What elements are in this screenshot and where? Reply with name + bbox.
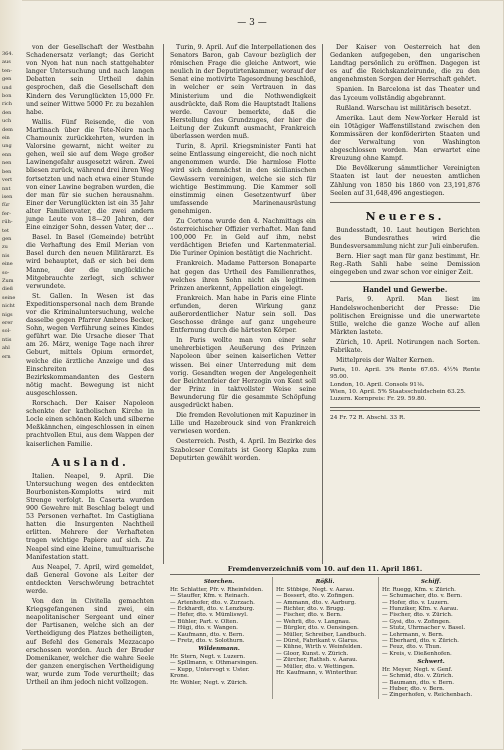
guest-entry: — Fretz, dto. v. Solothurn.	[170, 638, 245, 645]
margin-fragment: seine	[2, 294, 16, 301]
article-paragraph: Rorschach. Der Kaiser Napoleon schenkte der katholischen Kirche in Locle einen schönen Kelch und silberne Meßkännchen, eingeschlossen in einen prachtvollen Etui, aus dem Wappen der kaiserlichen Familie.	[26, 400, 154, 448]
margin-fragment: ben	[2, 168, 12, 175]
price-row: Luzern. Kornpreis: Fr. 29. 59.80.	[330, 396, 427, 402]
margin-fragment: und	[2, 84, 12, 91]
article-paragraph: Oesterreich. Pesth, 4. April. Im Bezirke des Szabolcser Comitats ist Georg Klapka zum Deputirten gewählt worden.	[170, 438, 316, 462]
margin-fragment: Zum	[2, 277, 14, 284]
column-2	[170, 44, 316, 564]
article-paragraph: Italien. Neapel, 9. April. Die Untersuchung wegen des entdeckten Bourbonisten-Komplotts wird mit Strenge verfolgt. In Caserta wurden 900 Gewehre mit Beschlag belegt und 53 Personen verhaftet. Im Castigliana hatten die Insurgenten Nachtheil erlitten. Mehrere der Verhafteten tragen wichtige Papiere auf sich. Zu Neapel sind eine kleine, tumultuarische Manifestation statt.	[26, 472, 154, 561]
article-paragraph: Der Kaiser von Oesterreich hat den Gedanken aufgegeben, den ungarischen Landtag persönlich zu eröffnen. Dagegen ist es auf die Reichskanzleirunde, die zu den angenehmsten Sorgen der Herrschaft gehört.	[330, 44, 480, 84]
margin-fragment: ein	[2, 135, 10, 142]
column-3-prices	[330, 367, 480, 403]
margin-fragment: 364.	[2, 51, 14, 57]
margin-fragment: gen	[2, 76, 12, 83]
column-3-news	[330, 227, 480, 278]
guest-entry: — Wehrli, dto. v. Langnau.	[276, 618, 351, 625]
margin-fragment: tet	[2, 227, 9, 234]
margin-fragment: rüh-	[2, 219, 13, 226]
article-paragraph: von der Gesellschaft der Westbahn Schadenersatz verlangt; das Gericht von Nyon hat nun nach stattgehabter langer Untersuchung und nach langen Debatten sein Urtheil dahin gesprochen, daß die Gesellschaft den Kindern des Verunglückten 15,000 Fr. und seiner Wittwe 5000 Fr. zu bezahlen habe.	[26, 44, 154, 116]
page-number: — 3 —	[237, 18, 267, 28]
guest-entry: — Dürst, Fabrikant v. Glarus.	[276, 638, 359, 645]
margin-fragment: nigs	[2, 311, 13, 318]
guest-entry: — Stutz, Uhrmacher v. Basel.	[382, 625, 466, 632]
guest-entry: — Bossert, dto. v. Zofingen.	[276, 593, 354, 600]
margin-fragment: nis	[2, 252, 10, 259]
margin-fragment: nicht	[2, 303, 15, 310]
guest-entry: — Richter, dto. v. Brugg.	[276, 606, 346, 613]
guest-entry: — Müller, Schreiber, Landbuch.	[276, 631, 366, 638]
news-paragraph: Bundesstadt, 10. Laut heutigen Berichten des Bundesrathes wird die Bundesversammlung nicht zur Juli einberufen.	[330, 226, 480, 250]
guest-entry: — Spillmann, v. Othmarsingen.	[170, 660, 258, 667]
margin-fragment: aus	[2, 59, 11, 66]
margin-fragment: nnt	[2, 185, 11, 192]
margin-fragment: bon	[2, 93, 12, 100]
guest-entry: Hr. Ruegg, Kfm. v. Zürich.	[382, 586, 456, 593]
hotel-name: Wildenmann.	[198, 646, 240, 653]
article-paragraph: Aus Neapel, 7. April, wird gemeldet, daß General Govone als Leiter der entdeckten Verschwörung betrachtet werde.	[26, 563, 154, 595]
footer-note: 24 Fr. 72 R. Abschl. 33 R.	[330, 415, 406, 422]
guest-entry: — Lehrmann, v. Bern.	[382, 631, 444, 638]
guest-entry: — Artenhofer, dto. v. Zurzach.	[170, 599, 255, 606]
margin-fragment: sol-	[2, 328, 11, 335]
column-rule-1	[163, 44, 164, 564]
margin-fragment: eine	[2, 261, 13, 268]
article-paragraph: Spanien. In Barcelona ist das Theater und das Lyceum vollständig abgebrannt.	[330, 86, 480, 102]
section-head-commerce: Handel und Gewerbe.	[362, 285, 448, 295]
commerce-paragraph: Mittelpreis der Walter Kernen.	[336, 357, 435, 365]
guest-entry: — Zürcher, Rathsh. v. Aarau.	[276, 657, 358, 664]
margin-fragment: gen	[2, 235, 12, 242]
guest-entry: Hr. Stern, Negt. v. Luzern.	[170, 653, 245, 660]
margin-fragment: enn	[2, 151, 12, 158]
hotel-name: Rößli.	[315, 579, 335, 586]
column-1-foreign-paragraphs	[26, 473, 154, 687]
column-1	[26, 44, 154, 687]
margin-fragment: ntis	[2, 336, 12, 343]
margin-fragment: dieß	[2, 286, 14, 293]
margin-fragment: so-	[2, 269, 10, 276]
guest-entry: Hr. Schlatter, Pfr. v. Rheinfelden.	[170, 586, 264, 593]
article-paragraph: Zu Cortona wurde den 4. Nachmittags ein österreichischer Offizier verhaftet. Man fand 100,000 Fr. in Geld auf ihm, nebst verdächtigen Briefen und Kartenmaterial. Die Turiner Opinion bestätigt die Nachricht.	[170, 217, 316, 258]
divider	[330, 281, 480, 282]
article-paragraph: Amerika. Laut dem New-Yorker Herald ist ein 10tägiger Waffenstillstand zwischen den Kommissären der konföderirten Staaten und der Verwaltung von Washington abgeschlossen worden. Man erwartet eine Kreuzung ohne Kampf.	[330, 114, 480, 163]
guest-entry: Hr. Kaufmann, v. Winterthur.	[276, 670, 358, 677]
margin-fragment: für	[2, 202, 10, 209]
article-paragraph: Wallis. Fünf Reisende, die von Martinach über die Tete-Noire nach Chamounix zurückkehrten, wurden in Valorsine gewarnt, nicht weiter zu gehen, weil sie auf dem Wege großer Lawinengefahr ausgesetzt wären. Zwei bliesen zurück, während drei ihren Weg fortsetzten und nach etwa einer Stunde von einer Lawine begraben wurden, die der man für sie suchen herausnahm. Einer der Verunglückten ist ein 35 Jahr alter Familienvater, die zwei andern junge Leute von 18—20 Jahren, der Eine einziger Sohn, dessen Vater, der ...	[26, 118, 154, 232]
margin-fragment: fer-	[2, 210, 11, 217]
article-paragraph: Turin, 9. April. Auf die Interpellationen des Senators Baron, gab Cavour bezüglich der römischen Frage die gleiche Antwort, wie neulich in der Deputirtenkammer, worauf der Senat eine motivirte Tagesordnung beschloß, in welcher er sein Vertrauen in das Ministerium und die Nothwendigkeit ausdrückte, daß Rom die Hauptstadt Italiens werde. Cavour bemerkte, daß die Herstellung des Grundzuges, der hier die Leitung der Zukunft ausmacht, Frankreich überlassen werden muß.	[170, 44, 316, 141]
margin-fragment: nen	[2, 160, 12, 167]
margin-fragment: zu	[2, 244, 8, 251]
margin-fragment: ten-	[2, 67, 12, 74]
guest-entry: — Gysi, dto. v. Zofingen.	[382, 618, 451, 625]
guest-entry: — Kupp, Untervogt v. Uster.	[170, 666, 250, 673]
column-3	[330, 44, 480, 564]
guest-entry: — Müller, dto. v. Wettingen.	[276, 663, 355, 670]
section-head-neueres: Neueres.	[365, 209, 445, 223]
margin-fragment: ung	[2, 143, 12, 150]
margin-fragment: vert	[2, 177, 13, 184]
column-2-paragraphs	[170, 44, 316, 463]
guest-entry: Hr. Wöhler, Negt. v. Zürich.	[170, 679, 248, 686]
price-row: Paris, 10. April. 3% Rente 67.65. 4½% Rente 95.00.	[330, 367, 480, 381]
fremdenverzeichnis-column	[272, 577, 374, 698]
guest-entry: Hr. Stübige, Negt. v. Aarau.	[276, 586, 355, 593]
hotel-name: Schwert.	[417, 659, 445, 666]
guest-entry: — Fischer, dto. v. Bern.	[276, 612, 342, 619]
article-paragraph: Turin, 8. April. Kriegsminister Fanti hat seine Entlassung eingereicht, die noch nicht angenommen wurde. Die harmlose Flotte wird sich demnächst in den sicilianischen Gewässern vereinigen, welche sie sich für wichtige Bestimmung. Die Kammer soll einstimmig einen Gesetzentwurf über umfassende Marinenausrüstung genehmigen.	[170, 143, 316, 215]
margin-fragment: ern	[2, 353, 11, 360]
guest-entry: — Eberhard, dto. v. Zürich.	[382, 638, 459, 645]
guest-entry: — Hügi, dto. v. Wangen.	[170, 625, 238, 632]
margin-fragment: uch	[2, 118, 12, 125]
guest-entry: — Fischer, dto. v. Zürich.	[382, 612, 453, 619]
guest-entry: — Kreis, v. Dießenhofen.	[382, 650, 452, 657]
fremdenverzeichnis-title: Fremdenverzeichniß vom 10. auf den 11. April 1861.	[170, 566, 480, 575]
guest-entry: — Hefer, dto. v. Mümliswyl.	[170, 612, 248, 619]
article-paragraph: Basel. In Basel (Gemeinde) betrübt die Verhaftung des Emil Merian von Basel durch den neuen Militärarzt. Es wird behauptet, daß er sich bei dem Manne, der die unglückliche Mitgebrauchte zerlegt, sich schwer verwundete.	[26, 234, 154, 290]
guest-entry: — Baumann, dto. v. Bern.	[382, 679, 455, 686]
guest-entry: — Kaufmann, dto. v. Bern.	[170, 631, 245, 638]
column-3-paragraphs	[330, 44, 480, 198]
guest-entry: — Bürgler, dto. v. Oensingen.	[276, 625, 359, 632]
article-paragraph: Von den in Civitella gemachten Kriegsgefangenen sind zwei, ein neapolitanischer Sergeant und einer der Partisanen, welche sich an der Vertheidigung des Platzes betheiligten, auf Befehl des Generals Mezzacapo erschossen worden. Auch der Bruder Domenikaner, welcher die wahre Seele der ganzen energischen Vertheidigung war, wurde zum Tode verurtheilt; das Urtheil an ihm jedoch nicht vollzogen.	[26, 598, 154, 687]
fremdenverzeichnis-column	[170, 577, 268, 698]
guest-entry: — Ammann, dto. v. Aarburg.	[276, 599, 357, 606]
column-1-paragraphs	[26, 44, 154, 449]
hotel-name: Storchen.	[203, 579, 235, 586]
guest-entry: Krone.	[170, 673, 189, 680]
price-row: London, 10. April. Consols 91⅛.	[330, 381, 425, 388]
margin-fragments	[2, 50, 20, 580]
article-paragraph: Frankreich. Man habe in Paris eine Flinte erfunden, deren Wirkung ganz außerordentlicher Natur sein soll. Das Geschosse dränge auf ganz ungeheure Entfernung durch die härtesten Körper.	[170, 294, 316, 335]
margin-fragment: dem	[2, 126, 13, 133]
divider	[330, 202, 480, 203]
guest-entry: — Gloor, Kunst. v. Zürich.	[276, 650, 349, 657]
margin-fragment: isen	[2, 193, 13, 200]
commerce-paragraph: Paris, 9. April. Man liest im Handelswochenbericht der Presse: Die politischen Ereignisse und die unerwartete Stille, welche die ganze Woche auf allen Märkten lastete.	[330, 296, 480, 336]
guest-entry: — Stauffer, Kfm. v. Reinach.	[170, 593, 250, 600]
fremdenverzeichnis-column	[378, 577, 480, 698]
column-rule-2	[322, 44, 323, 564]
margin-fragment: erer	[2, 320, 13, 326]
guest-entry: — Zingerhofen, v. Reichenbach.	[382, 692, 473, 699]
article-paragraph: Rußland. Warschau ist militärisch besetzt.	[336, 104, 472, 112]
guest-entry: — Bühler, Part. v. Olten.	[170, 618, 239, 625]
article-paragraph: Die Bevölkerung sämmtlicher Vereinigten Staaten ist laut der neuesten amtlichen Zählung von 1850 bis 1860 von 23,191,876 Seelen auf 31,648,496 angestiegen.	[330, 165, 480, 197]
section-head-ausland: Ausland.	[51, 455, 129, 469]
fremdenverzeichnis-grid	[170, 577, 480, 698]
guest-entry: — Huber, dto. v. Bern.	[382, 685, 445, 692]
article-paragraph: Die fremden Revolutionen mit Kapuziner in Lille und Hazebrouck sind von Frankreich verwiesen worden.	[170, 412, 316, 436]
guest-entry: — Feuz, dto. v. Thun.	[382, 644, 442, 651]
guest-entry: — Hunziker, Kfm. v. Aarau.	[382, 606, 459, 613]
news-paragraph: Bern. Hier sagt man für ganz bestimmt, Hr. Reg.-Rath Sahli habe seine Demission eingegeben und zwar schon vor einiger Zeit.	[330, 253, 480, 277]
column-3-commerce	[330, 296, 480, 365]
guest-entry: — Schumacher, dto. v. Bern.	[382, 593, 463, 600]
divider	[330, 407, 480, 411]
fremdenverzeichnis	[170, 566, 480, 736]
guest-entry: — Eckhardt, dto. v. Lenzburg.	[170, 606, 255, 613]
guest-entry: Hr. Meyer, Negt. v. Genf.	[382, 666, 453, 673]
margin-fragment: den	[2, 109, 12, 116]
margin-fragment: ahl	[2, 345, 10, 352]
price-row: Wien, 10. April. 5% Staatsschuldschein 63.25.	[330, 388, 466, 395]
article-paragraph: St. Gallen. In Wesen ist das Expeditionspersonal nach dem Brande vor die Kriminaluntersuchung, welche dasselbe gegen Pfarrer Ambros Becker, Sohn, wegen Verführung seines Kindes geführt war. Die Ursache dieser That am 26. März, wenige Tage nach ihrer Geburt, mittels Opium ermordet, welche die ärztliche Anzeige und das Einschreiten des Bezirkskommandanten des Gestern nötig macht. Bewegung ist nicht ausgeschlossen.	[26, 292, 154, 397]
article-paragraph: Frankreich. Madame Patterson Bonaparte hat gegen das Urtheil des Familienrathes, welches ihren Sohn nicht als legitimen Prinzen anerkennt, Appellation eingelegt.	[170, 260, 316, 292]
hotel-name: Schiff.	[420, 579, 442, 586]
article-paragraph: In Paris wollte man von einer sehr unehrerbietigen Aeußerung des Prinzen Napoleon über seinen kaiserlichen Vetter wissen. Bei einer Unterredung mit dem vorig. Gesandten wegen der Angelegenheit der Beichtenfeier der Herzogin von Kent soll der Prinz in taktvollster Weise seine Bewunderung für die gesammte Schöpfung ausgedrückt haben.	[170, 337, 316, 410]
margin-fragment: rich	[2, 101, 13, 108]
guest-entry: — Hofer, dto. v. Luzern.	[382, 599, 449, 606]
commerce-paragraph: Zürich, 10. April. Notirungen nach Sorten. Fabrikate.	[330, 338, 480, 354]
guest-entry: — Schmid, dto. v. Zürich.	[382, 673, 454, 680]
guest-entry: — Kühne, Wirth v. Weinfelden.	[276, 644, 363, 651]
